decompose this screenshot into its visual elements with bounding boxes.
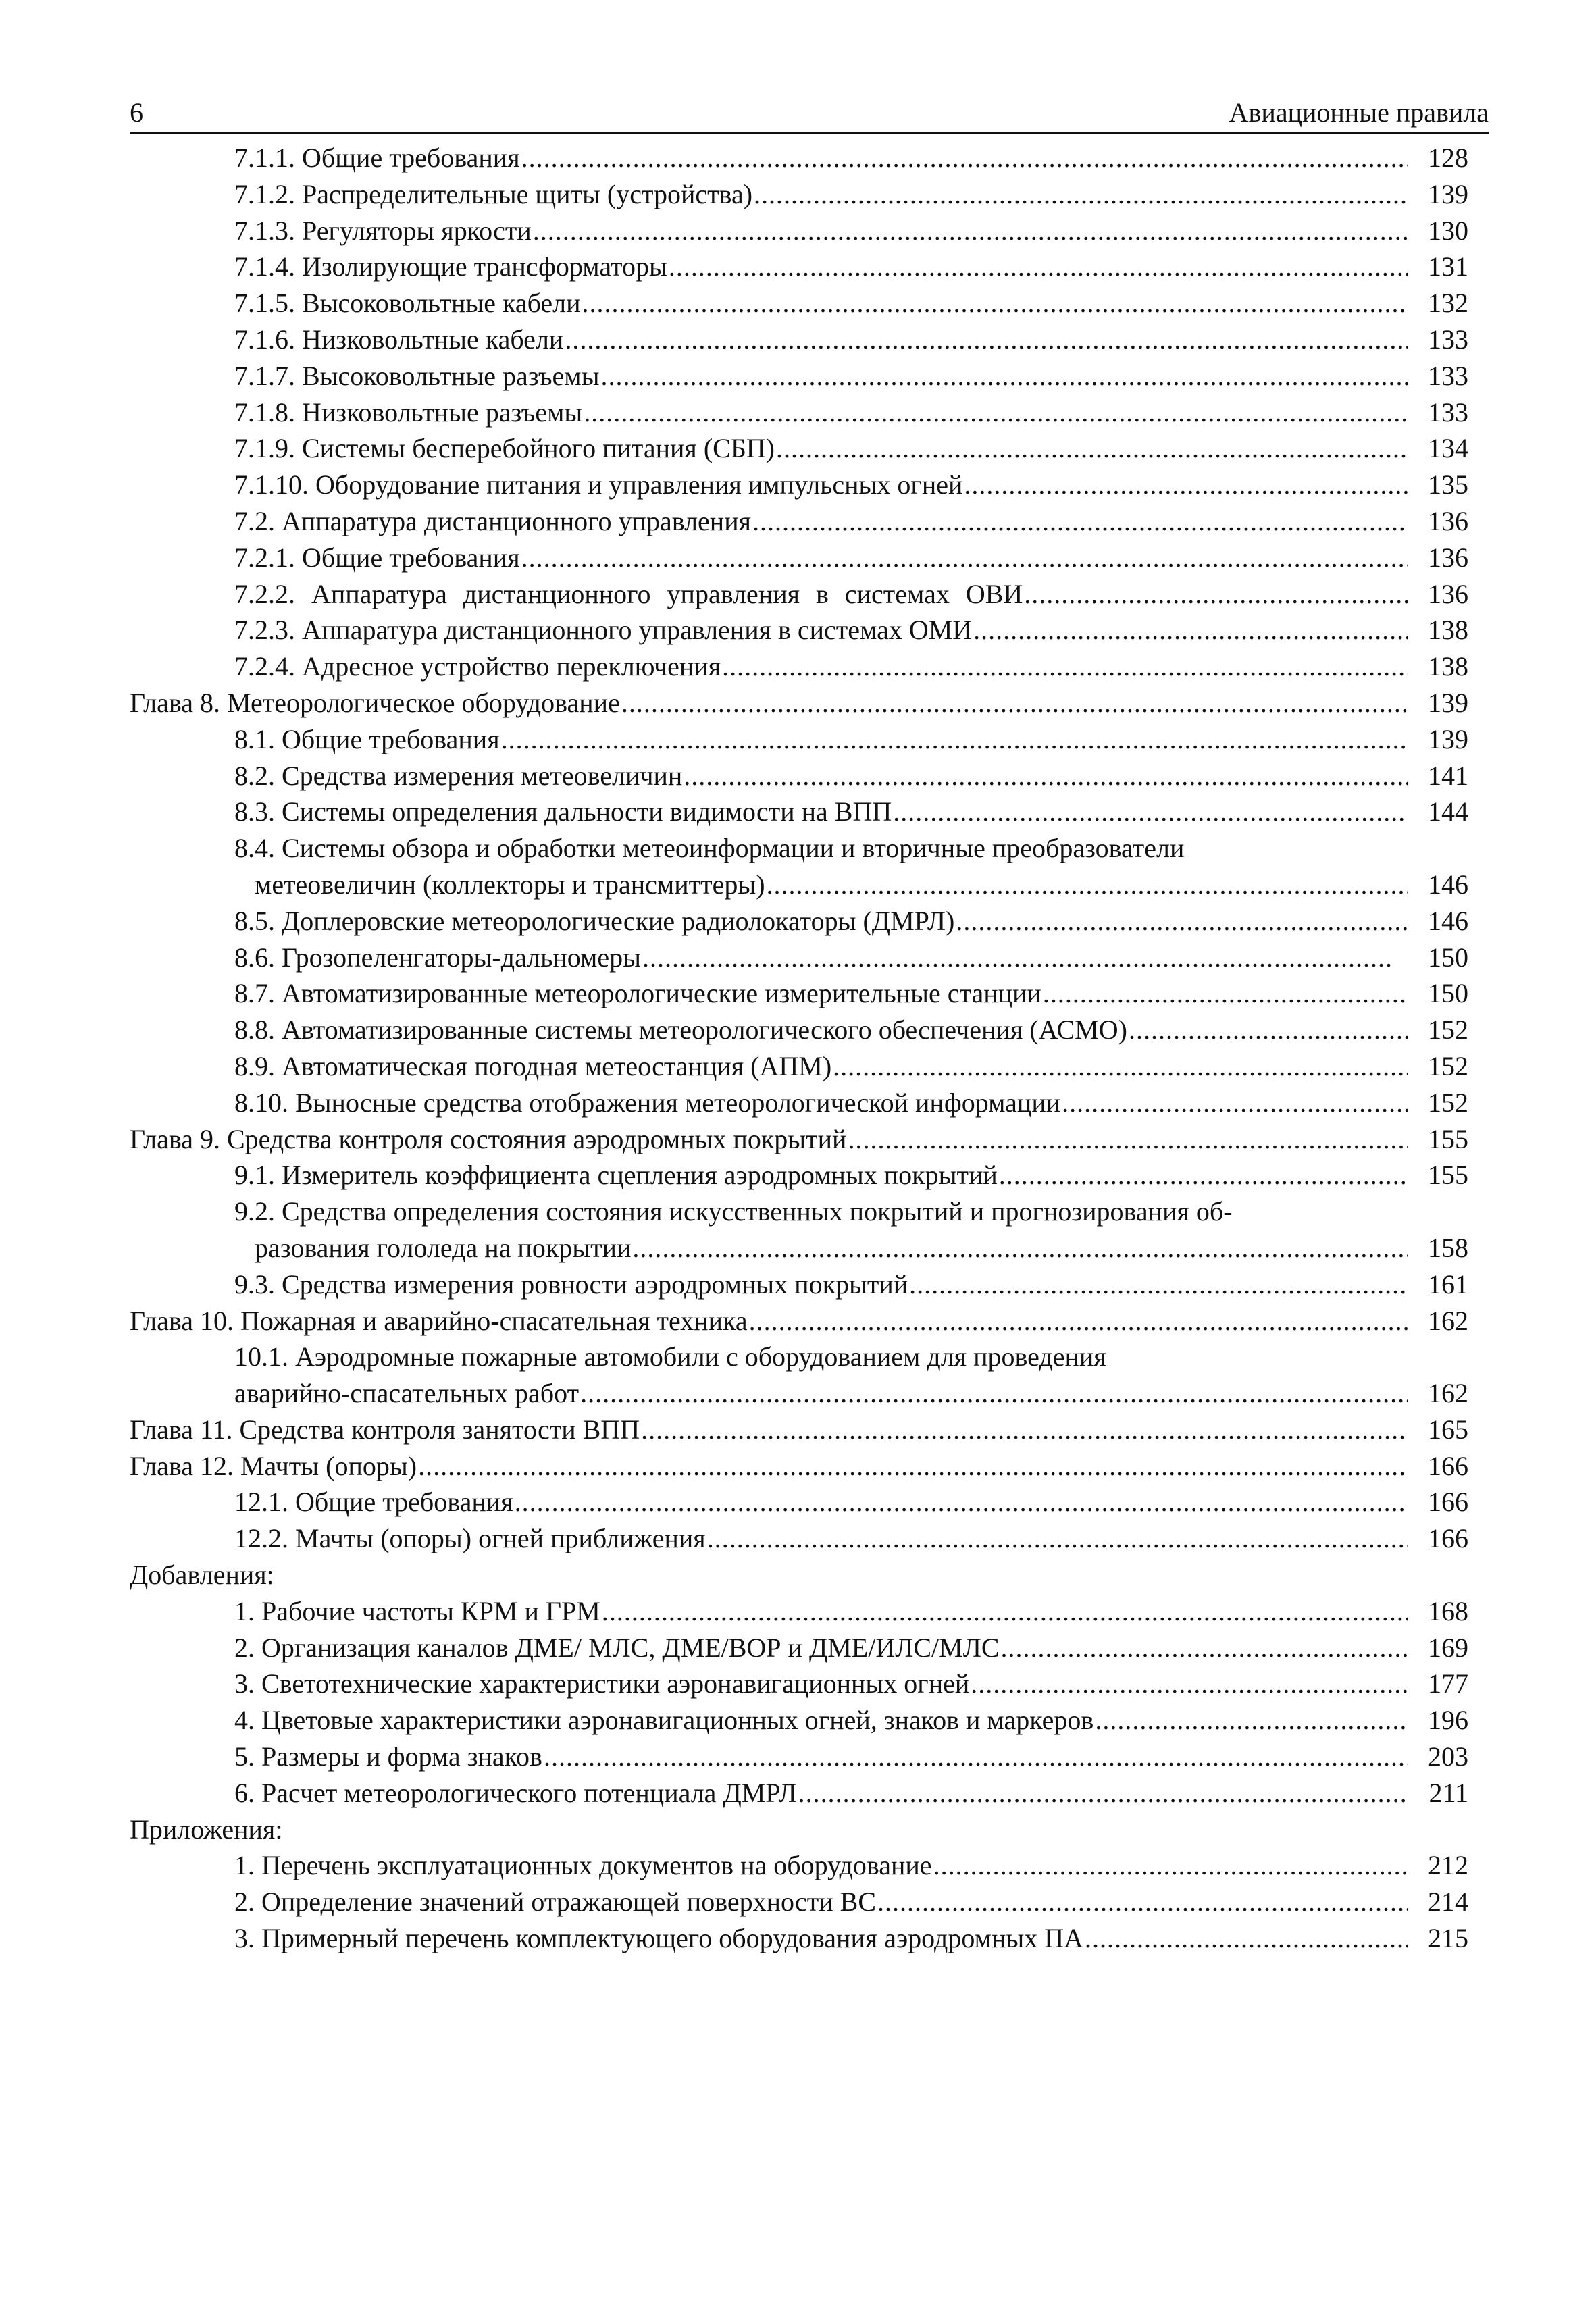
toc-line bbox=[130, 1048, 1489, 1085]
toc-page-number: 146 bbox=[1428, 905, 1468, 936]
toc-entry-title: 7.1.6. Низковольтные кабели bbox=[234, 324, 564, 355]
toc-line bbox=[130, 975, 1489, 1012]
toc-entry-title: 7.2.2. Аппаратура дистанционного управления в системах ОВИ bbox=[234, 578, 1023, 609]
toc-line bbox=[130, 1630, 1489, 1666]
toc-entry bbox=[234, 1630, 1408, 1666]
toc-leader-dots bbox=[582, 285, 1408, 322]
toc-page-number: 152 bbox=[1428, 1050, 1468, 1081]
toc-line bbox=[130, 1266, 1489, 1303]
toc-leader-dots bbox=[601, 358, 1408, 394]
toc-chapter-entry bbox=[130, 1121, 1408, 1158]
toc-entry-title: 8.7. Автоматизированные метеорологические измерительные станции bbox=[234, 978, 1041, 1009]
toc-page-number: 177 bbox=[1428, 1668, 1468, 1699]
toc-entry bbox=[234, 1520, 1408, 1557]
toc-line bbox=[130, 1520, 1489, 1557]
toc-leader-dots bbox=[999, 1157, 1408, 1193]
toc-entry-title: Глава 8. Метеорологическое оборудование bbox=[130, 687, 620, 718]
toc-entry bbox=[234, 1157, 1408, 1193]
toc-entry bbox=[234, 721, 1408, 758]
toc-entry bbox=[234, 322, 1408, 358]
toc-line bbox=[130, 1375, 1489, 1412]
toc-line bbox=[130, 503, 1489, 540]
toc-entry bbox=[234, 1375, 1408, 1412]
toc-entry bbox=[234, 358, 1408, 394]
toc-line bbox=[130, 1666, 1489, 1702]
toc-entry-title: 12.2. Мачты (опоры) огней приближения bbox=[234, 1523, 706, 1554]
toc-entry-title: 7.1.10. Оборудование питания и управления импульсных огней bbox=[234, 469, 963, 500]
toc-entry bbox=[234, 1702, 1408, 1739]
toc-line bbox=[130, 794, 1489, 830]
toc-page-number: 131 bbox=[1428, 251, 1468, 282]
toc-entry bbox=[234, 975, 1408, 1012]
toc-leader-dots bbox=[752, 503, 1408, 540]
toc-page-number: 214 bbox=[1428, 1886, 1468, 1918]
toc-leader-dots bbox=[584, 394, 1408, 431]
toc-line bbox=[130, 903, 1489, 940]
toc-entry-title: 9.3. Средства измерения ровности аэродромных покрытий bbox=[234, 1268, 908, 1300]
toc-entry bbox=[255, 1230, 1408, 1266]
toc-entry-title: аварийно-спасательных работ bbox=[234, 1378, 580, 1409]
toc-line bbox=[130, 285, 1489, 322]
toc-leader-dots bbox=[964, 467, 1408, 503]
toc-line bbox=[130, 176, 1489, 213]
toc-entry-title: 7.1.2. Распределительные щиты (устройства) bbox=[234, 178, 753, 209]
toc-page-number: 166 bbox=[1428, 1450, 1468, 1481]
toc-leader-dots bbox=[707, 1520, 1408, 1557]
toc-page-number: 166 bbox=[1428, 1487, 1468, 1518]
toc-entry-title: 7.2.4. Адресное устройство переключения bbox=[234, 651, 721, 682]
toc-entry-title: 7.1.1. Общие требования bbox=[234, 143, 520, 173]
toc-leader-dots bbox=[1095, 1702, 1408, 1739]
toc-line bbox=[130, 612, 1489, 648]
toc-entry-title: 7.2.1. Общие требования bbox=[234, 542, 520, 573]
toc-line bbox=[130, 140, 1489, 176]
toc-entry bbox=[234, 903, 1408, 940]
toc-leader-dots bbox=[909, 1266, 1408, 1303]
toc-line bbox=[130, 1847, 1489, 1884]
toc-entry bbox=[234, 467, 1408, 503]
page-number: 6 bbox=[130, 97, 143, 128]
toc-page-number: 128 bbox=[1428, 143, 1468, 173]
toc-entry-title: 1. Рабочие частоты КРМ и ГРМ bbox=[234, 1595, 600, 1626]
toc-line bbox=[130, 867, 1489, 903]
toc-entry bbox=[234, 1739, 1408, 1775]
toc-line bbox=[130, 1085, 1489, 1121]
toc-leader-dots bbox=[767, 867, 1408, 903]
toc-entry-title: 1. Перечень эксплуатационных документов на оборудование bbox=[234, 1850, 932, 1881]
toc-line bbox=[130, 1775, 1489, 1811]
toc-leader-dots bbox=[1043, 975, 1408, 1012]
toc-page-number: 155 bbox=[1428, 1160, 1468, 1191]
running-title: Авиационные правила bbox=[1229, 97, 1489, 128]
toc-leader-dots bbox=[877, 1884, 1408, 1920]
toc-page-number: 162 bbox=[1428, 1305, 1468, 1336]
toc-entry bbox=[234, 576, 1408, 613]
toc-entry-title: 4. Цветовые характеристики аэронавигационных огней, знаков и маркеров bbox=[234, 1705, 1094, 1736]
toc-line bbox=[130, 1448, 1489, 1485]
table-of-contents bbox=[130, 140, 1489, 1957]
toc-page-number: 203 bbox=[1428, 1741, 1468, 1772]
toc-entry-title: 3. Примерный перечень комплектующего оборудования аэродромных ПА bbox=[234, 1923, 1083, 1954]
toc-leader-dots bbox=[973, 612, 1408, 648]
toc-entry-title: 8.4. Системы обзора и обработки метеоинформации и вторичные преобразователи bbox=[234, 833, 1185, 864]
toc-entry-title: 8.10. Выносные средства отображения метеорологической информации bbox=[234, 1087, 1061, 1118]
toc-leader-dots bbox=[621, 685, 1408, 721]
toc-line bbox=[130, 358, 1489, 394]
toc-entry bbox=[234, 1012, 1408, 1048]
toc-page-number: 169 bbox=[1428, 1632, 1468, 1663]
toc-entry bbox=[234, 1884, 1408, 1920]
toc-line bbox=[130, 1811, 1489, 1848]
toc-entry-title: 12.1. Общие требования bbox=[234, 1487, 513, 1518]
toc-entry-title: Глава 10. Пожарная и аварийно-спасательная техника bbox=[130, 1305, 748, 1336]
toc-page-number: 152 bbox=[1428, 1014, 1468, 1046]
toc-entry-title: Глава 12. Мачты (опоры) bbox=[130, 1450, 417, 1481]
toc-line bbox=[130, 648, 1489, 685]
toc-line bbox=[130, 1920, 1489, 1957]
toc-leader-dots bbox=[515, 1484, 1408, 1520]
toc-line bbox=[130, 721, 1489, 758]
toc-leader-dots bbox=[833, 1048, 1408, 1085]
toc-leader-dots bbox=[533, 213, 1408, 249]
toc-line bbox=[130, 1121, 1489, 1158]
toc-entry-title: Глава 11. Средства контроля занятости ВПП bbox=[130, 1414, 640, 1445]
toc-entry bbox=[234, 285, 1408, 322]
toc-page-number: 133 bbox=[1428, 324, 1468, 355]
toc-page-number: 136 bbox=[1428, 542, 1468, 573]
toc-leader-dots bbox=[641, 1412, 1408, 1448]
toc-entry-title: 8.6. Грозопеленгаторы-дальномеры bbox=[234, 942, 641, 973]
toc-line bbox=[130, 430, 1489, 467]
toc-entry-title: 8.2. Средства измерения метеовеличин bbox=[234, 760, 683, 791]
toc-entry-title: метеовеличин (коллекторы и трансмиттеры) bbox=[255, 869, 765, 900]
toc-line bbox=[130, 1012, 1489, 1048]
toc-leader-dots bbox=[848, 1121, 1408, 1158]
toc-entry bbox=[234, 1266, 1408, 1303]
toc-leader-dots bbox=[1062, 1085, 1408, 1121]
toc-entry-title: 7.1.9. Системы бесперебойного питания (СБП) bbox=[234, 433, 775, 464]
toc-entry bbox=[234, 1048, 1408, 1085]
toc-leader-dots bbox=[684, 758, 1408, 794]
toc-chapter-entry bbox=[130, 1303, 1408, 1339]
toc-entry bbox=[234, 612, 1408, 648]
toc-page-number: 166 bbox=[1428, 1523, 1468, 1554]
toc-page-number: 196 bbox=[1428, 1705, 1468, 1736]
toc-entry bbox=[234, 1593, 1408, 1630]
toc-page-number: 132 bbox=[1428, 288, 1468, 319]
toc-leader-dots bbox=[501, 721, 1408, 758]
toc-page-number: 211 bbox=[1428, 1777, 1468, 1808]
toc-entry bbox=[234, 1085, 1408, 1121]
toc-entry bbox=[234, 1920, 1408, 1957]
toc-line bbox=[130, 322, 1489, 358]
toc-entry-title: 8.5. Доплеровские метеорологические радиолокаторы (ДМРЛ) bbox=[234, 905, 955, 936]
toc-line bbox=[130, 1412, 1489, 1448]
toc-page-number: 144 bbox=[1428, 796, 1468, 827]
toc-line bbox=[130, 1157, 1489, 1193]
toc-line bbox=[130, 940, 1489, 976]
toc-entry-title: разования гололеда на покрытии bbox=[255, 1232, 632, 1263]
toc-line bbox=[130, 830, 1489, 867]
toc-entry bbox=[234, 758, 1408, 794]
toc-entry-title: 2. Организация каналов ДМЕ/ МЛС, ДМЕ/ВОР и ДМЕ/ИЛС/МЛС bbox=[234, 1632, 1000, 1663]
toc-entry-title: 7.1.7. Высоковольтные разъемы bbox=[234, 360, 600, 391]
toc-leader-dots bbox=[1129, 1012, 1408, 1048]
toc-leader-dots bbox=[602, 1593, 1408, 1630]
toc-page-number: 155 bbox=[1428, 1123, 1468, 1154]
toc-leader-dots bbox=[1001, 1630, 1408, 1666]
toc-leader-dots bbox=[669, 249, 1408, 285]
toc-page-number: 135 bbox=[1428, 469, 1468, 500]
toc-leader-dots bbox=[722, 648, 1408, 685]
toc-page-number: 141 bbox=[1428, 760, 1468, 791]
toc-page-number: 152 bbox=[1428, 1087, 1468, 1118]
toc-line bbox=[130, 1339, 1489, 1375]
toc-leader-dots bbox=[580, 1375, 1408, 1412]
toc-page-number: 139 bbox=[1428, 687, 1468, 718]
toc-page-number: 136 bbox=[1428, 578, 1468, 609]
toc-entry bbox=[234, 249, 1408, 285]
toc-entry-title: 9.1. Измеритель коэффициента сцепления аэродромных покрытий bbox=[234, 1160, 998, 1191]
toc-entry-title: 8.1. Общие требования bbox=[234, 723, 500, 754]
toc-leader-dots bbox=[565, 322, 1408, 358]
toc-chapter-entry bbox=[130, 1412, 1408, 1448]
toc-line bbox=[130, 1884, 1489, 1920]
toc-leader-dots bbox=[521, 540, 1408, 576]
toc-section-heading: Добавления: bbox=[130, 1560, 274, 1591]
toc-entry bbox=[234, 540, 1408, 576]
toc-leader-dots bbox=[754, 176, 1408, 213]
toc-entry bbox=[234, 503, 1408, 540]
toc-line bbox=[130, 576, 1489, 613]
toc-line bbox=[130, 1739, 1489, 1775]
toc-entry-title: 5. Размеры и форма знаков bbox=[234, 1741, 542, 1772]
toc-entry bbox=[234, 1666, 1408, 1702]
toc-page-number: 139 bbox=[1428, 178, 1468, 209]
toc-leader-dots bbox=[971, 1666, 1408, 1702]
toc-line bbox=[130, 213, 1489, 249]
toc-page-number: 146 bbox=[1428, 869, 1468, 900]
toc-page-number: 133 bbox=[1428, 396, 1468, 428]
toc-entry bbox=[234, 394, 1408, 431]
toc-leader-dots bbox=[776, 430, 1408, 467]
toc-page-number: 161 bbox=[1428, 1268, 1468, 1300]
toc-entry bbox=[234, 430, 1408, 467]
toc-section-heading: Приложения: bbox=[130, 1814, 283, 1845]
toc-entry bbox=[255, 867, 1408, 903]
page-header bbox=[130, 81, 1489, 134]
toc-entry-title: 7.1.5. Высоковольтные кабели bbox=[234, 288, 581, 319]
toc-entry-title: 8.8. Автоматизированные системы метеорологического обеспечения (АСМО) bbox=[234, 1014, 1127, 1046]
toc-entry bbox=[234, 1847, 1408, 1884]
toc-leader-dots bbox=[956, 903, 1408, 940]
toc-page-number: 134 bbox=[1428, 433, 1468, 464]
toc-leader-dots bbox=[749, 1303, 1408, 1339]
toc-entry-title: 8.3. Системы определения дальности видимости на ВПП bbox=[234, 796, 892, 827]
toc-entry bbox=[234, 1484, 1408, 1520]
toc-chapter-entry bbox=[130, 685, 1408, 721]
toc-entry-title: 6. Расчет метеорологического потенциала ДМРЛ bbox=[234, 1777, 797, 1808]
toc-chapter-entry bbox=[130, 1448, 1408, 1485]
toc-leader-dots bbox=[933, 1847, 1408, 1884]
toc-line bbox=[130, 540, 1489, 576]
toc-entry-title: 8.9. Автоматическая погодная метеостанция (АПМ) bbox=[234, 1050, 832, 1081]
toc-page-number: 212 bbox=[1428, 1850, 1468, 1881]
toc-page-number: 130 bbox=[1428, 215, 1468, 246]
toc-entry-title: 7.1.8. Низковольтные разъемы bbox=[234, 396, 583, 428]
toc-entry-title: 7.1.4. Изолирующие трансформаторы bbox=[234, 251, 667, 282]
toc-entry bbox=[234, 1775, 1408, 1811]
toc-entry-title: 7.2.3. Аппаратура дистанционного управления в системах ОМИ bbox=[234, 615, 973, 646]
toc-line bbox=[130, 249, 1489, 285]
toc-entry bbox=[234, 940, 1394, 976]
toc-leader-dots bbox=[632, 1230, 1408, 1266]
toc-line bbox=[130, 1230, 1489, 1266]
toc-entry-title: Глава 9. Средства контроля состояния аэродромных покрытий bbox=[130, 1123, 847, 1154]
toc-entry bbox=[234, 176, 1408, 213]
toc-page-number: 138 bbox=[1428, 615, 1468, 646]
toc-leader-dots bbox=[418, 1448, 1408, 1485]
toc-leader-dots bbox=[893, 794, 1408, 830]
toc-leader-dots bbox=[642, 940, 1394, 976]
toc-page-number: 139 bbox=[1428, 723, 1468, 754]
toc-page-number: 138 bbox=[1428, 651, 1468, 682]
toc-line bbox=[130, 1593, 1489, 1630]
toc-line bbox=[130, 1193, 1489, 1230]
toc-line bbox=[130, 1303, 1489, 1339]
toc-entry-title: 9.2. Средства определения состояния искусственных покрытий и прогнозирования об- bbox=[234, 1196, 1233, 1227]
toc-page-number: 133 bbox=[1428, 360, 1468, 391]
toc-page-number: 136 bbox=[1428, 505, 1468, 536]
toc-line bbox=[130, 1484, 1489, 1520]
toc-leader-dots bbox=[544, 1739, 1408, 1775]
toc-line bbox=[130, 758, 1489, 794]
toc-entry-title: 7.2. Аппаратура дистанционного управления bbox=[234, 505, 751, 536]
toc-leader-dots bbox=[1085, 1920, 1408, 1957]
toc-entry bbox=[234, 648, 1408, 685]
toc-entry bbox=[234, 140, 1408, 176]
toc-page-number: 168 bbox=[1428, 1595, 1468, 1626]
toc-leader-dots bbox=[798, 1775, 1408, 1811]
toc-entry-title: 10.1. Аэродромные пожарные автомобили с оборудованием для проведения bbox=[234, 1341, 1106, 1372]
toc-page-number: 162 bbox=[1428, 1378, 1468, 1409]
toc-page-number: 158 bbox=[1428, 1232, 1468, 1263]
toc-line bbox=[130, 467, 1489, 503]
toc-line bbox=[130, 685, 1489, 721]
toc-page-number: 150 bbox=[1428, 942, 1468, 973]
toc-leader-dots bbox=[521, 140, 1408, 176]
toc-page-number: 165 bbox=[1428, 1414, 1468, 1445]
toc-entry bbox=[234, 213, 1408, 249]
toc-entry-title: 3. Светотехнические характеристики аэронавигационных огней bbox=[234, 1668, 970, 1699]
toc-entry-title: 2. Определение значений отражающей поверхности ВС bbox=[234, 1886, 876, 1918]
toc-page-number: 215 bbox=[1428, 1923, 1468, 1954]
document-page bbox=[130, 81, 1489, 1957]
toc-line bbox=[130, 394, 1489, 431]
toc-entry-title: 7.1.3. Регуляторы яркости bbox=[234, 215, 532, 246]
toc-line bbox=[130, 1702, 1489, 1739]
toc-entry bbox=[234, 794, 1408, 830]
toc-leader-dots bbox=[1024, 576, 1408, 613]
toc-page-number: 150 bbox=[1428, 978, 1468, 1009]
toc-line bbox=[130, 1557, 1489, 1593]
